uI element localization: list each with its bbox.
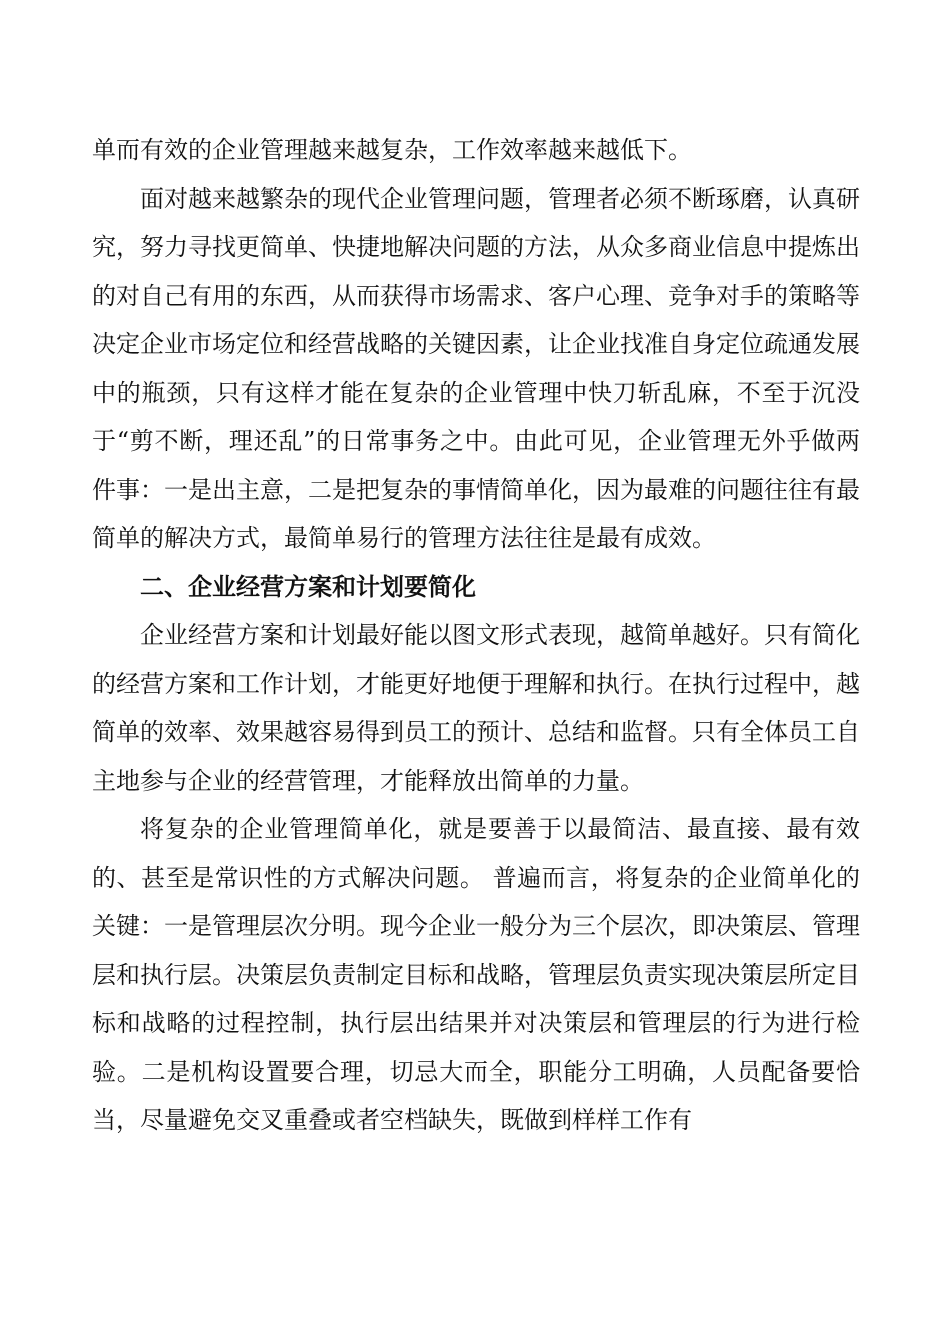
document-page <box>92 126 860 1145</box>
paragraph-plan-simplify: 企业经营方案和计划最好能以图文形式表现，越简单越好。只有简化的经营方案和工作计划，才能更好地便于理解和执行。在执行过程中，越简单的效率、效果越容易得到员工的预计、总结和监督。只有全体员工自主地参与企业的经营管理，才能释放出简单的力量。 <box>92 621 860 795</box>
paragraph-continuation: 单而有效的企业管理越来越复杂，工作效率越来越低下。 <box>92 136 692 164</box>
section-heading-2: 二、企业经营方案和计划要简化 <box>140 572 476 601</box>
paragraph-management-problems: 面对越来越繁杂的现代企业管理问题，管理者必须不断琢磨，认真研究，努力寻找更简单、快捷地解决问题的方法，从众多商业信息中提炼出的对自己有用的东西，从而获得市场需求、客户心理、竞争对手的策略等决定企业市场定位和经营战略的关键因素，让企业找准自身定位疏通发展中的瓶颈，只有这样才能在复杂的企业管理中快刀斩乱麻，不至于沉没于“剪不断，理还乱”的日常事务之中。由此可见，企业管理无外乎做两件事：一是出主意，二是把复杂的事情简单化，因为最难的问题往往有最简单的解决方式，最简单易行的管理方法往往是最有成效。 <box>92 184 860 552</box>
paragraph-simplify-keys: 将复杂的企业管理简单化，就是要善于以最简洁、最直接、最有效的、甚至是常识性的方式解决问题。 普遍而言，将复杂的企业简单化的关键：一是管理层次分明。现今企业一般分为三个层次，即决策层、管理层和执行层。决策层负责制定目标和战略，管理层负责实现决策层所定目标和战略的过程控制，执行层出结果并对决策层和管理层的行为进行检验。二是机构设置要合理，切忌大而全，职能分工明确，人员配备要恰当，尽量避免交叉重叠或者空档缺失，既做到样样工作有 <box>92 815 860 1134</box>
